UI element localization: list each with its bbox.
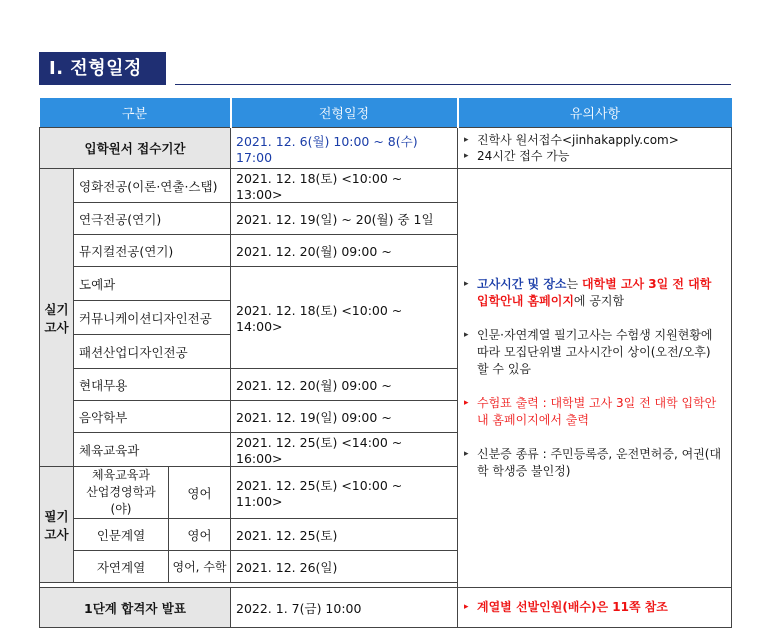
table-header-row <box>40 98 732 128</box>
first-stage-note: ▸ 계열별 선발인원(배수)은 11쪽 참조 <box>464 599 725 616</box>
header-notes: 유의사항 <box>458 98 732 128</box>
practical-dept: 연극전공(연기) <box>74 203 231 235</box>
application-row <box>40 128 732 169</box>
practical-dept: 도예과 <box>74 267 231 301</box>
practical-date: 2021. 12. 19(일) 09:00 ~ <box>231 401 458 433</box>
written-date: 2021. 12. 25(토) <10:00 ~ 11:00> <box>231 467 458 519</box>
application-label: 입학원서 접수기간 <box>40 128 231 169</box>
exam-note-1: ▸ 고사시간 및 장소는 대학별 고사 3일 전 대학 입학안내 홈페이지에 공지함 <box>464 276 725 310</box>
application-note-1: ▸ 진학사 원서접수<jinhakapply.com> <box>464 132 725 148</box>
exam-note-4: ▸ 신분증 종류 : 주민등록증, 운전면허증, 여권(대학 학생증 불인정) <box>464 446 725 480</box>
practical-dept: 음악학부 <box>74 401 231 433</box>
practical-date: 2021. 12. 20(월) 09:00 ~ <box>231 369 458 401</box>
section-title: I. 전형일정 <box>39 52 166 85</box>
practical-dept: 뮤지컬전공(연기) <box>74 235 231 267</box>
exam-note-3: ▸ 수험표 출력 : 대학별 고사 3일 전 대학 입학안내 홈페이지에서 출력 <box>464 395 725 429</box>
practical-date: 2021. 12. 25(토) <14:00 ~ 16:00> <box>231 433 458 467</box>
written-dept: 자연계열 <box>74 551 169 583</box>
application-date: 2021. 12. 6(월) 10:00 ~ 8(수) 17:00 <box>231 128 458 169</box>
practical-dept: 현대무용 <box>74 369 231 401</box>
practical-group-label: 실기 고사 <box>40 169 74 467</box>
exam-notes <box>458 169 732 588</box>
written-subject: 영어, 수학 <box>169 551 231 583</box>
first-stage-row <box>40 588 732 628</box>
practical-dept: 커뮤니케이션디자인전공 <box>74 301 231 335</box>
table-row <box>40 169 732 203</box>
written-subject: 영어 <box>169 467 231 519</box>
header-category: 구분 <box>40 98 231 128</box>
practical-dept: 체육교육과 <box>74 433 231 467</box>
written-group-label: 필기 고사 <box>40 467 74 583</box>
practical-dept: 패션산업디자인전공 <box>74 335 231 369</box>
practical-date: 2021. 12. 18(토) <10:00 ~ 13:00> <box>231 169 458 203</box>
first-stage-notes <box>458 588 732 628</box>
written-dept: 체육교육과 산업경영학과(야) <box>74 467 169 519</box>
practical-date: 2021. 12. 20(월) 09:00 ~ <box>231 235 458 267</box>
header-schedule: 전형일정 <box>231 98 458 128</box>
written-dept: 인문계열 <box>74 519 169 551</box>
schedule-table <box>39 98 732 628</box>
written-date: 2021. 12. 26(일) <box>231 551 458 583</box>
application-note-2: ▸ 24시간 접수 가능 <box>464 148 725 164</box>
exam-note-2: ▸ 인문·자연계열 필기고사는 수험생 지원현황에 따라 모집단위별 고사시간이 상이(오전/오후) 할 수 있음 <box>464 327 725 378</box>
first-stage-date: 2022. 1. 7(금) 10:00 <box>231 588 458 628</box>
written-date: 2021. 12. 25(토) <box>231 519 458 551</box>
first-stage-label: 1단계 합격자 발표 <box>40 588 231 628</box>
practical-date: 2021. 12. 18(토) <10:00 ~ 14:00> <box>231 267 458 369</box>
practical-dept: 영화전공(이론·연출·스탭) <box>74 169 231 203</box>
written-subject: 영어 <box>169 519 231 551</box>
application-notes <box>458 128 732 169</box>
title-underline <box>175 84 731 85</box>
practical-date: 2021. 12. 19(일) ~ 20(월) 중 1일 <box>231 203 458 235</box>
